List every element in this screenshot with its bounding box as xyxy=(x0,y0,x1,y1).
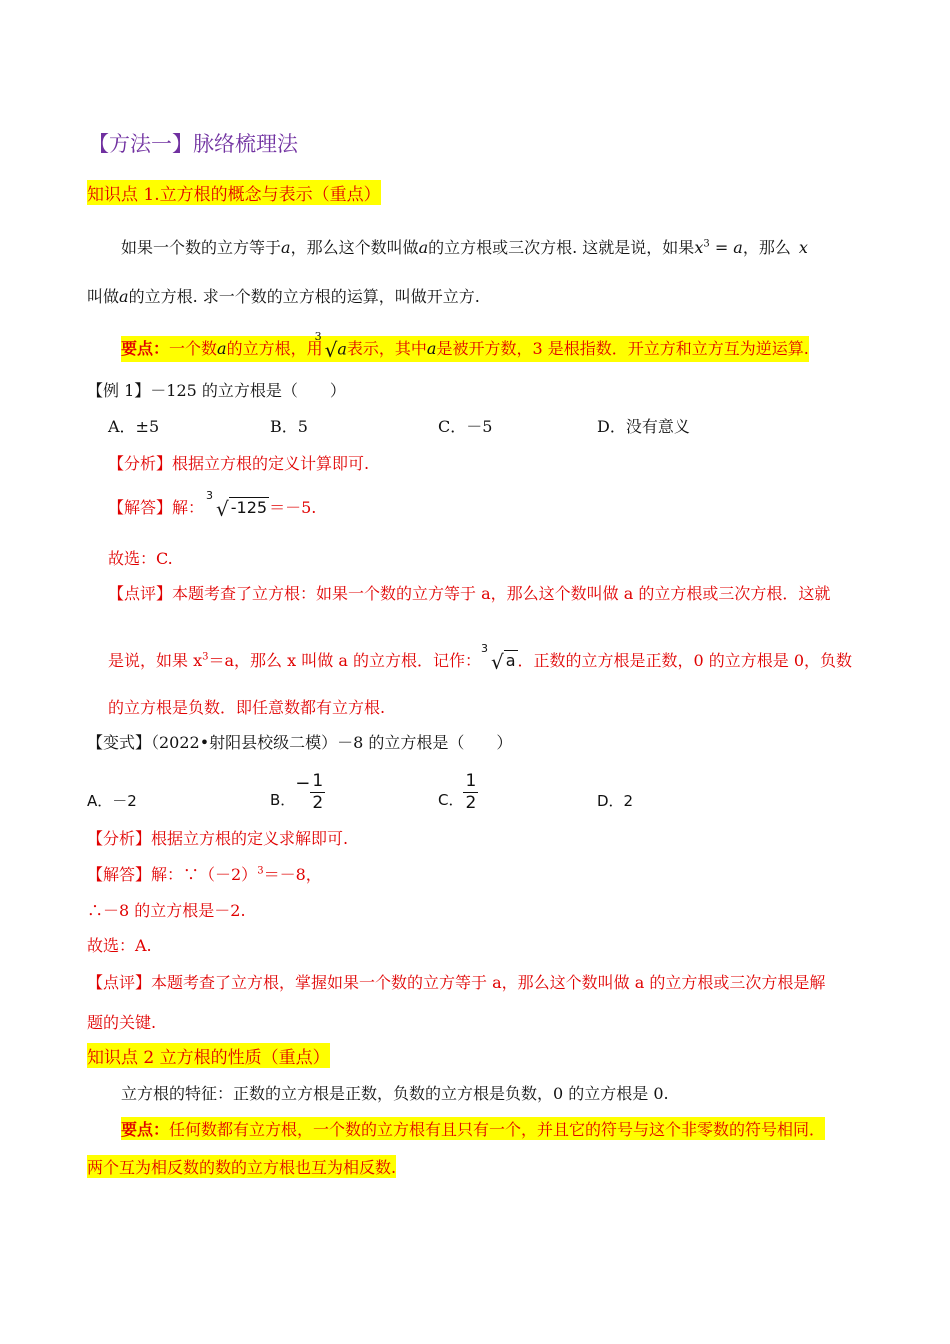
variant-option-b: B．− $\frac{1}{2}$ xyxy=(270,771,324,813)
cube-root-a: 3 √a xyxy=(314,329,347,362)
cube-root-a-small: 3 √ a xyxy=(480,641,516,674)
example1-option-d: D．没有意义 xyxy=(597,417,690,436)
variant-question: 【变式】（2022•射阳县校级二模）－8 的立方根是（ ） xyxy=(87,733,513,752)
example1-choice: 故选：C. xyxy=(108,549,173,568)
kp1-definition-line1: 如果一个数的立方等于a，那么这个数叫做a的立方根或三次方根. 这就是说，如果$x^3 = a$，那么 x xyxy=(121,238,808,257)
example1-option-b: B．5 xyxy=(270,417,308,436)
kp2-key-line2: 两个互为相反数的数的立方根也互为相反数. xyxy=(87,1155,396,1178)
variant-analysis: 【分析】根据立方根的定义求解即可. xyxy=(87,829,349,848)
example1-review-line2: 是说，如果 $x^3=a$，那么 x 叫做 a 的立方根．记作： 3 √ a ．正数的立方根是正数，0 的立方根是 0，负数 xyxy=(108,641,853,674)
variant-answer-line2: ∴－8 的立方根是－2. xyxy=(87,901,246,920)
example1-analysis: 【分析】根据立方根的定义计算即可. xyxy=(108,454,370,473)
method-title: 【方法一】脉络梳理法 xyxy=(88,132,298,156)
example1-answer: 【解答】解： 3 √ -125 ＝－5. xyxy=(108,488,317,521)
variant-option-a: A．－2 xyxy=(87,792,137,810)
variant-choice: 故选：A. xyxy=(87,936,152,955)
variant-answer-line1: 【解答】解：$\because(-2)^3=-8$， xyxy=(87,865,322,884)
kp1-title: 知识点 1.立方根的概念与表示（重点） xyxy=(87,180,381,205)
variant-option-d: D．2 xyxy=(597,792,634,810)
kp1-key-point: 要点：一个数a的立方根，用 3 √a表示，其中a是被开方数，3 是根指数．开立方和立方互为逆运算. xyxy=(121,329,809,362)
example1-review-line3: 的立方根是负数．即任意数都有立方根. xyxy=(108,698,386,717)
cube-root-neg125: 3 √ -125 xyxy=(206,488,268,521)
example1-option-c: C．－5 xyxy=(438,417,493,436)
example1-review-line1: 【点评】本题考查了立方根：如果一个数的立方等于 a，那么这个数叫做 a 的立方根或三次方根．这就 xyxy=(108,584,831,603)
variant-review-line1: 【点评】本题考查了立方根，掌握如果一个数的立方等于 a，那么这个数叫做 a 的立方根或三次方根是解 xyxy=(87,973,826,992)
example1-option-a: A．±5 xyxy=(108,417,160,436)
kp2-feature: 立方根的特征：正数的立方根是正数，负数的立方根是负数，0 的立方根是 0. xyxy=(121,1084,669,1103)
variant-review-line2: 题的关键. xyxy=(87,1013,157,1032)
kp2-key-line1: 要点：任何数都有立方根，一个数的立方根有且只有一个，并且它的符号与这个非零数的符号相同． xyxy=(121,1117,825,1140)
example1-question: 【例 1】－125 的立方根是（ ） xyxy=(87,381,346,400)
kp2-title: 知识点 2 立方根的性质（重点） xyxy=(87,1043,330,1068)
variant-option-c: C． $\frac{1}{2}$ xyxy=(438,771,477,813)
kp1-definition-line2: 叫做a的立方根. 求一个数的立方根的运算，叫做开立方. xyxy=(87,287,480,306)
